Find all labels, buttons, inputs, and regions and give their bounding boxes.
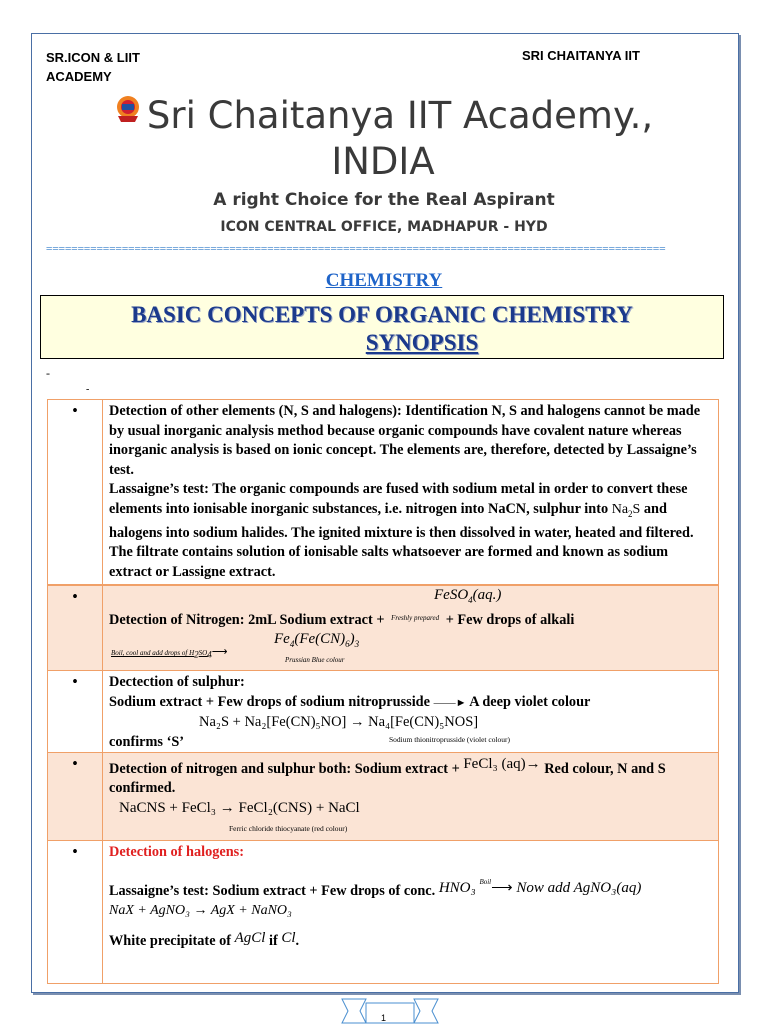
bullet: • [48,671,103,753]
heading: Dectection of sulphur: [109,674,245,691]
row-content [103,671,719,753]
academy-title [100,93,666,185]
heading: Detection of halogens: [109,843,245,860]
row-content [103,585,719,671]
text: Detection of Nitrogen: 2mL Sodium extract + [109,612,385,629]
formula: Cl [281,929,296,946]
equation-label: Ferric chloride thiocyanate (red colour) [229,824,348,834]
tagline: A right Choice for the Real Aspirant [213,190,555,210]
page-number-ribbon-icon [340,997,440,1025]
equation: NaX + AgNO₃ → AgX + NaNO₃ [109,903,292,919]
header-right: SRI CHAITANYA IIT [522,48,640,63]
arrow-condition: Boil, cool and add drops of $H_2SO_4⟶$ [111,646,228,660]
paragraph: and halogens into sodium halides. The ignited mixture is then dissolved in water, heated and filtered. The filtrate contains solution of ionisable salts whatsoever are formed and known as sodium extract or Lassigne extract. [109,500,694,580]
bullet: • [48,585,103,671]
paragraph: Detection of other elements (N, S and halogens): Identification N, S and halogens cannot be made by usual inorganic analysis method because organic compounds have covalent nature whereas inorganic analysis is based on ionic concept. The elements are, therefore, detected by Lassaigne’s test. [109,403,701,478]
topic-line2: SYNOPSIS [365,330,479,355]
text: A deep violet colour [469,693,591,710]
label: Freshly prepared [391,614,440,623]
table-row [48,752,719,840]
product-label: Prussian Blue colour [285,656,345,665]
subject-heading: CHEMISTRY [325,270,443,291]
title-line2: INDIA [331,140,435,183]
text: Red colour, N and S confirmed. [109,760,666,797]
text: if [269,932,278,949]
table-row [48,840,719,983]
text: Detection of nitrogen and sulphur both: Sodium extract + [109,760,460,777]
office-address: ICON CENTRAL OFFICE, MADHAPUR - HYD [220,219,548,235]
row-content [103,840,719,983]
text: Sodium extract + Few drops of sodium nitroprusside [109,693,430,710]
arrow-icon: ——► [433,696,467,709]
equation-label: Sodium thionitroprusside (violet colour) [389,734,511,744]
text: . [295,932,300,949]
table-row [48,585,719,671]
topic-line1: BASIC CONCEPTS OF ORGANIC CHEMISTRY [131,302,633,327]
text: White precipitate of [109,932,232,949]
formula: $Na_2S$ [611,501,641,519]
table-row [48,400,719,586]
header-left: SR.ICON & LIIT ACADEMY [46,50,140,84]
bullet: • [48,752,103,840]
text: confirms ‘S’ [109,733,185,750]
product-formula: $Fe_4(Fe(CN)_6)_3$ [274,631,360,650]
topic-box [40,295,724,359]
notes-table [47,399,719,984]
paragraph: Lassaigne’s test: The organic compounds are fused with sodium metal in order to convert these elements into ionisable inorganic substances, i.e. nitrogen into NaCN, sulphur into [109,481,688,517]
row-content [103,400,719,586]
title-line1: Sri Chaitanya IIT Academy., [146,94,654,137]
equation: NaCNS + FeCl₃ → FeCl₂(CNS) + NaCl [119,799,360,816]
bullet: • [48,840,103,983]
page-number: 1 [381,1013,387,1023]
table-row [48,671,719,753]
text: + Few drops of alkali [445,612,575,629]
academy-logo-icon [113,94,143,124]
stray-dash: - [86,384,90,395]
formula: AgCl [234,929,266,946]
row-content [103,752,719,840]
reagent-formula: FeCl₃ (aq)→ [463,755,541,772]
stray-dash: - [46,366,50,380]
reagent-formula: HNO₃ $^{Boil}$⟶ Now add AgNO₃(aq) [438,878,642,897]
equation: Na₂S + Na₂[Fe(CN)₅NO] → Na₄[Fe(CN)₅NOS] [199,714,479,731]
separator-line: ================================================================================================== [46,243,666,255]
bullet: • [48,400,103,586]
reagent-formula: FeSO$_4$(aq.) [434,587,502,606]
text: Lassaigne’s test: Sodium extract + Few drops of conc. [109,883,436,900]
